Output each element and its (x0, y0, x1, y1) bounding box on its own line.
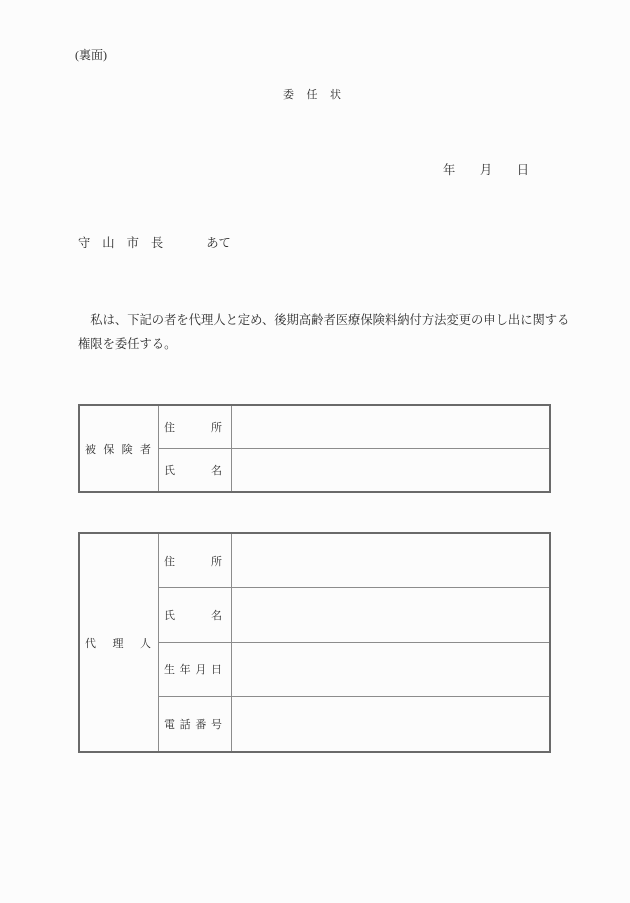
label-char: 所 (211, 421, 222, 434)
agent-name-label (159, 588, 232, 642)
label-char: 氏 (164, 609, 175, 622)
label-char: 者 (139, 443, 151, 456)
label-char: 生 (164, 664, 175, 677)
agent-birthdate-label (159, 643, 232, 697)
label-char: 理 (112, 637, 124, 650)
label-char: 号 (210, 718, 222, 731)
agent-birthdate-value (232, 643, 549, 697)
label-char: 所 (211, 555, 222, 568)
label-char: 名 (211, 464, 222, 477)
label-char: 代 (85, 637, 96, 650)
insured-person-table (78, 404, 551, 493)
insured-header-cell (80, 406, 159, 491)
label-char: 名 (211, 609, 222, 622)
date-line: 年 月 日 (443, 163, 530, 177)
label-char: 被 (85, 443, 96, 456)
back-side-note: (裏面) (75, 48, 107, 62)
recipient-name: 守山市長 (78, 236, 176, 250)
agent-header-cell (80, 534, 159, 751)
insured-address-value (232, 406, 549, 449)
agent-table (78, 532, 551, 753)
label-char: 住 (164, 421, 175, 434)
label-char: 日 (210, 664, 222, 677)
label-char: 人 (140, 637, 151, 650)
agent-phone-value (232, 697, 549, 751)
insured-address-label (159, 406, 232, 449)
agent-address-value (232, 534, 549, 588)
document-title: 委任状 (283, 89, 354, 101)
recipient-suffix: あて (206, 236, 231, 250)
insured-name-value (232, 449, 549, 492)
label-char: 年 (179, 664, 191, 677)
agent-phone-label (159, 697, 232, 751)
agent-address-label (159, 534, 232, 588)
label-char: 氏 (164, 464, 175, 477)
body-line-2: 権限を委任する。 (78, 337, 177, 351)
body-paragraph (78, 308, 583, 356)
label-char: 保 (103, 443, 115, 456)
label-char: 電 (164, 718, 175, 731)
label-char: 話 (179, 718, 191, 731)
recipient-line (78, 233, 231, 251)
insured-name-label (159, 449, 232, 492)
label-char: 険 (121, 443, 133, 456)
agent-name-value (232, 588, 549, 642)
label-char: 月 (195, 664, 207, 677)
body-line-1: 私は、下記の者を代理人と定め、後期高齢者医療保険料納付方法変更の申し出に関する (78, 313, 570, 327)
label-char: 住 (164, 555, 175, 568)
label-char: 番 (195, 718, 207, 731)
